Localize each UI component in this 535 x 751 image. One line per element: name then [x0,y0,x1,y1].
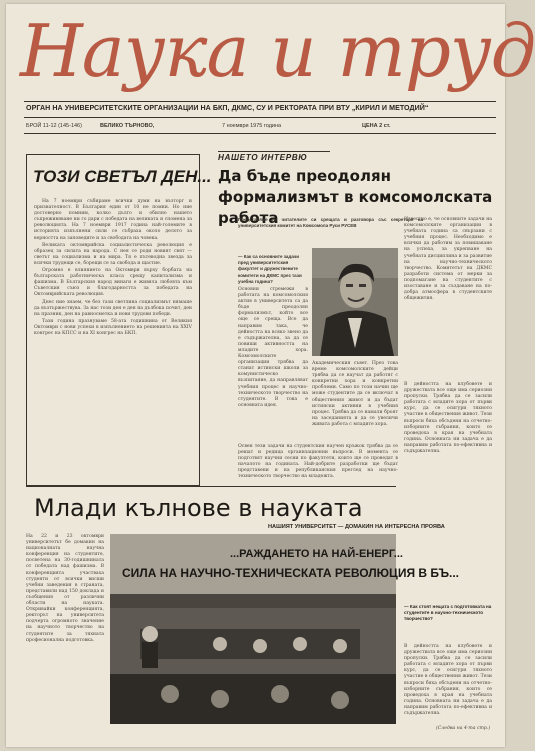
newspaper-page [6,4,535,747]
interview-column-5: В дейността на клубовете и дружествата все още има сериозни пропуски. Трябва да се засили работата с младите хора от първи курс, да се осигури тяхното участие в обществения живот. Тези въпроси бяха обсъдени на отчетно-изборните събрания, които се проведоха в края на учебната година. Основната ни задача е да направим работата по-ефективна и съдържателна. [404,644,492,717]
conference-image [110,534,396,724]
editorial-body [34,199,192,479]
issue-info-bar [26,123,496,133]
interview-column-3: Известно е, че основните задачи на комсомолските организации в учебната година са свързани с учебния процес. Необходимо е всички да работим за повишаване на успеха, за укрепване на учебната дисциплина и за развитие на научно-техническото творчество. Комитетът на ДКМС разработи система от мерки за подпомагане на студентите с изоставане и за създаване на по-добра атмосфера в студентските общежития. [404,217,492,302]
editorial-paragraph: На 7 ноември събираме всички думи на възторг и признателност. В България един от 10 не помни. Но ние достоверно помним, колко дълго и обилно нашето съпреживяване ни го дари с победата на великата и спомена за революцията. На 7 ноември 1917 година най-големите в историята изпълнени сили се събраха около делото за верността на заповедите и за свободата на човека. [34,199,192,241]
interview-column-1: Основни стремежи в работата на комсомолския актив в университета са да бъде преодолян формализмът, който все още се среща. Все да направим така, че дейността на всяко звено да е съдържателна, за да се повиши активността на младите хора. Комсомолските организации трябва да станат истински школи за комунистическо възпитание, да направляват учебния процес и научно-техническото творчество на студентите. В това е основната идея. [238,287,308,408]
interview-question: — Как са основните задачи пред университетския факултет и дружествените комитети на ДКМС през тази учебна година? [238,254,302,284]
interview-column-4: В дейността на клубовете и дружествата все още има сериозни пропуски. Трябва да се засили работата с младите хора от първи курс, да се осигури тяхното участие в обществения живот. Тези въпроси бяха обсъдени на отчетно-изборните събрания, които се проведоха в края на учебната година. Основната ни задача е да направим работата по-ефективна и съдържателна. [404,382,492,455]
issue-date: 7 ноември 1975 година [222,123,282,129]
conference-subtitle: НАШИЯТ УНИВЕРСИТЕТ — ДОМАКИН НА ИНТЕРЕСНА ПРОЯВА [268,524,445,530]
conference-text-left: На 22 и 23 октомври университетът бе домакин на националната научна конференция на студентите, посветена на 30-годишнината от победата над фашизма. В конференцията участваха студенти от всички висши учебни заведения в страната, представили над 150 доклада и съобщения от различни области на науката. Откривайки конференцията, ректорът на университета подчерта огромното значение на научното творчество на студентите за тяхната професионална подготовка. [26,534,104,643]
divider [24,101,496,102]
interview-column-extra: Освен тези задачи на студентския научен кръжок трябва да се решат и редица организационни въпроси. В момента се подготвят научни сесии по факултети, които ще се проведат в началото на годината. Най-добрите разработки ще бъдат представени и на републиканския преглед на научно-техническото творчество на младежта. [238,444,398,480]
continued-note: (Следва на 4-та стр.) [436,726,491,731]
editorial-paragraph: Тази година празнуваме 58-ата годишнина от Великия Октомври с нови успехи в изпълнението на решенията на XXIV конгрес на КПСС и на XI конгрес на БКП. [34,318,192,336]
issue-price: ЦЕНА 2 ст. [362,123,391,129]
divider [24,133,496,134]
interview-lead: Представяме на читателите си срещата и разговора със секретаря на университетския комитет на Комсомола Руси РУСЕВ [238,217,423,229]
interview-section-tag: НАШЕТО ИНТЕРВЮ [218,151,330,162]
divider [24,117,496,118]
editorial-article [26,154,212,486]
portrait-photo [312,248,398,356]
issue-city: ВЕЛИКО ТЪРНОВО, [100,123,155,129]
conference-headline: Млади кълнове в науката [34,494,363,522]
issue-number: БРОЙ 11-12 (145-146) [26,123,82,129]
editorial-title: ТОЗИ СВЕТЪЛ ДЕН... [33,167,212,186]
portrait-image [312,248,398,356]
editorial-paragraph: Великата октомврийска социалистическа революция е образец за силата на народа. С нея се роди новият свят — светът на социализма и на мира. Тя е пътеводна звезда за всички трудещи се, борещи се за свобода и щастие. [34,242,192,266]
interview-headline: Да бъде преодолян формализмът в комсомолската работа [218,167,493,227]
banner-line-1: ...РАЖДАНЕТО НА НАЙ-ЕНЕРГ... [230,548,403,560]
interview-question-2: — Как стоят нещата с подготовката на студентите в научно-техническото творчество? [404,604,492,622]
editorial-paragraph: Огромно е влиянието на Октомври върху борбата на българската работническа класа срещу капитализма и фашизма. В Българския народ винаги е живяла любовта към Съветския съюз и благодарността за победата на Октомврийската революция. [34,268,192,298]
organ-line: ОРГАН НА УНИВЕРСИТЕТСКИТЕ ОРГАНИЗАЦИИ НА БКП, ДКМС, СУ И РЕКТОРАТА ПРИ ВТУ „КИРИЛ И МЕТОДИЙ“ [26,104,429,112]
interview-column-2: Академическия съвет. През това време комсомолските дейци трябва да се научат да работят с конкретни хора и конкретни проблеми. Само по този начин ще може студентите да се включат в обществения живот и да бъдат истински активни в учебния процес. Трябва да се намали броят на заседанията и да се увеличи живата работа с младите хора. [312,361,398,427]
masthead-logo: Наука и труд [20,9,535,93]
divider [26,486,396,487]
editorial-paragraph: Днес ние знаем, че без тази светлина социализмът нямаше да възтържествува. За нас този ден е ден на дълбока почит, ден на празник, ден на равносметка и нови трудови победи. [34,299,192,317]
banner-line-2: СИЛА НА НАУЧНО-ТЕХНИЧЕСКАТА РЕВОЛЮЦИЯ В БЪ... [122,566,460,580]
